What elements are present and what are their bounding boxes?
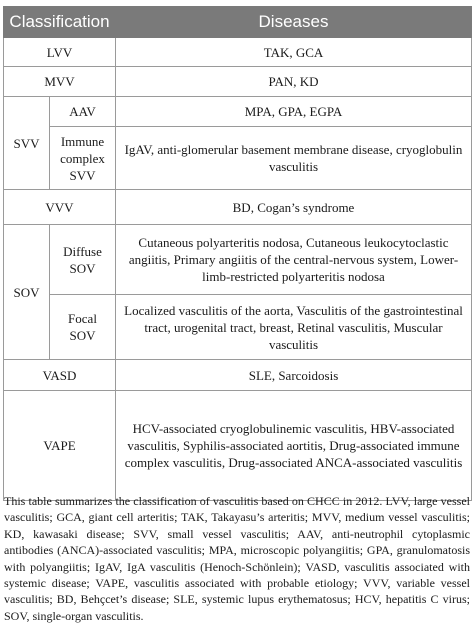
table-caption: This table summarizes the classification of vasculitis based on CHCC in 2012. LVV, large vessel vasculitis; GCA, giant cell arteritis; TAK, Takayasu’s arteritis; MVV, medium vessel vasculitis; KD, kawasaki disease; SVV, small vessel vasculitis; AAV, anti-neutrophil cytoplasmic antibodies (ANCA)-associated vasculitis; MPA, microscopic polyangiitis; GPA, granulomatosis with polyangiitis; IgAV, IgA vasculitis (Henoch-Schönlein); VASD, vasculitis associated with systemic disease; VAPE, vasculitis associated with probable etiology; VVV, variable vessel vasculitis; BD, Behçcet’s disease; SLE, systemic lupus erythematosus; HCV, hepatitis C virus; SOV, single-organ vasculitis. [4,494,470,623]
classification-table [3,6,472,501]
table-row [4,360,472,391]
row-label-vape: VAPE [4,391,116,501]
row-label-vvv: VVV [4,190,116,225]
row-diseases-vvv: BD, Cogan’s syndrome [116,190,472,225]
row-diseases-diffuse: Cutaneous polyarteritis nodosa, Cutaneous leukocytoclastic angiitis, Primary angiitis of the central-nervous system, Lower-limb-restricted polyarteritis nodosa [116,225,472,295]
row-diseases-lvv: TAK, GCA [116,38,472,67]
row-diseases-immune-complex: IgAV, anti-glomerular basement membrane disease, cryoglobulin vasculitis [116,127,472,190]
row-label-lvv: LVV [4,38,116,67]
table-row [4,67,472,97]
table-row [4,190,472,225]
sub-label-focal: Focal SOV [50,295,116,360]
header-diseases: Diseases [116,7,472,38]
sub-label-immune-complex: Immune complex SVV [50,127,116,190]
table-row [4,295,472,360]
row-diseases-aav: MPA, GPA, EGPA [116,97,472,127]
row-label-sov: SOV [4,225,50,360]
row-diseases-vasd: SLE, Sarcoidosis [116,360,472,391]
sub-label-aav: AAV [50,97,116,127]
table-header-row [4,7,472,38]
row-label-mvv: MVV [4,67,116,97]
header-classification: Classification [4,7,116,38]
table-row [4,127,472,190]
table-row [4,225,472,295]
table-row [4,391,472,501]
row-label-vasd: VASD [4,360,116,391]
row-diseases-focal: Localized vasculitis of the aorta, Vasculitis of the gastrointestinal tract, urogenital tract, breast, Retinal vasculitis, Muscular vasculitis [116,295,472,360]
table-row [4,97,472,127]
table-row [4,38,472,67]
row-diseases-vape: HCV-associated cryoglobulinemic vasculitis, HBV-associated vasculitis, Syphilis-associated aortitis, Drug-associated immune complex vasculitis, Drug-associated ANCA-associated vasculitis [116,391,472,501]
sub-label-diffuse: Diffuse SOV [50,225,116,295]
row-diseases-mvv: PAN, KD [116,67,472,97]
row-label-svv: SVV [4,97,50,190]
